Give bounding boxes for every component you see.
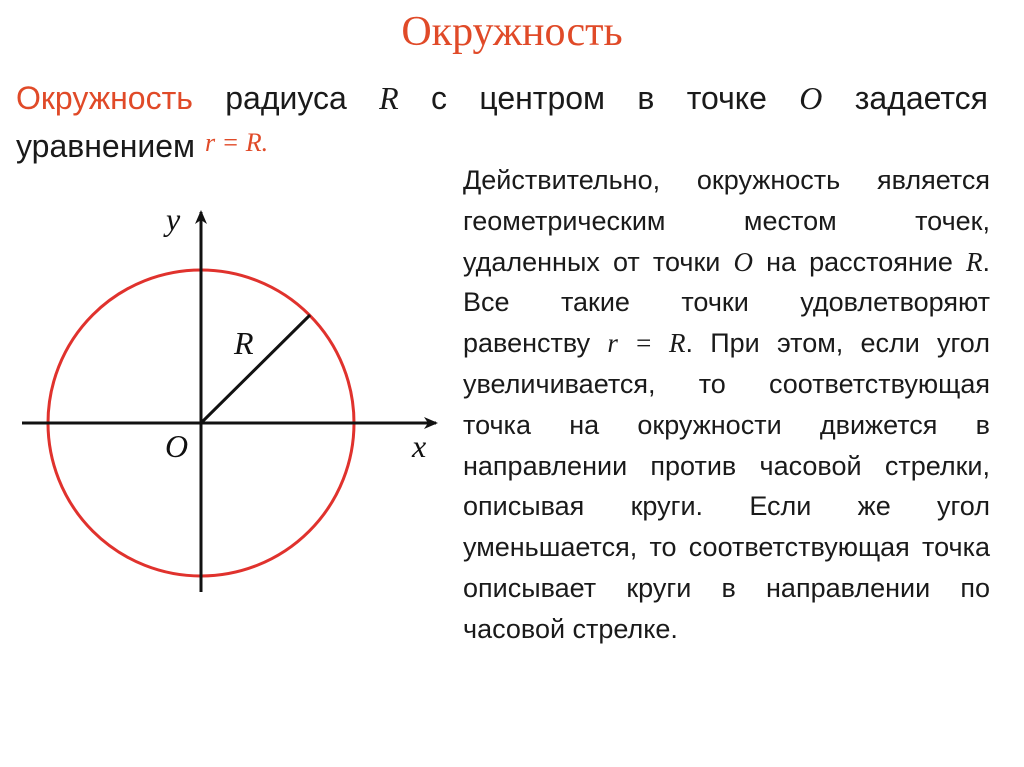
term-circle: Окружность: [16, 80, 193, 116]
origin-label: O: [165, 428, 189, 464]
intro-text-1: радиуса: [192, 80, 380, 116]
x-axis-label: x: [412, 428, 427, 464]
body-text-2: на расстояние: [752, 246, 966, 277]
radius-symbol: R: [379, 80, 399, 116]
radius-label: R: [234, 325, 254, 361]
explanation-paragraph: [463, 160, 990, 650]
body-text-3: . Все такие точки удовлетворяют равенству: [463, 246, 991, 359]
body-equation: r = R: [607, 328, 686, 359]
body-center-symbol: O: [733, 246, 753, 277]
body-text-1: Действительно, окружность является геометрическим местом точек, удаленных от точки: [463, 165, 990, 277]
body-text-4: . При этом, если угол увеличивается, то соответствующая точка на окружности движется в направлении против часовой стрелки, описывая круги. Если же угол уменьшается, то соответствующая точка описывает круги в направлении по часовой стрелке.: [463, 328, 990, 644]
body-radius-symbol: R: [966, 246, 983, 277]
radius-line: [201, 315, 310, 423]
center-symbol: O: [799, 80, 823, 116]
circle-equation: r = R.: [205, 128, 269, 157]
intro-text-3: задается уравнением: [16, 80, 989, 164]
circle-diagram-svg: [0, 190, 460, 610]
y-axis-label: y: [166, 201, 181, 237]
circle-diagram: [0, 190, 460, 610]
intro-text-2: с центром в точке: [398, 80, 800, 116]
intro-definition: [16, 74, 988, 173]
slide-title: Окружность: [401, 9, 623, 55]
